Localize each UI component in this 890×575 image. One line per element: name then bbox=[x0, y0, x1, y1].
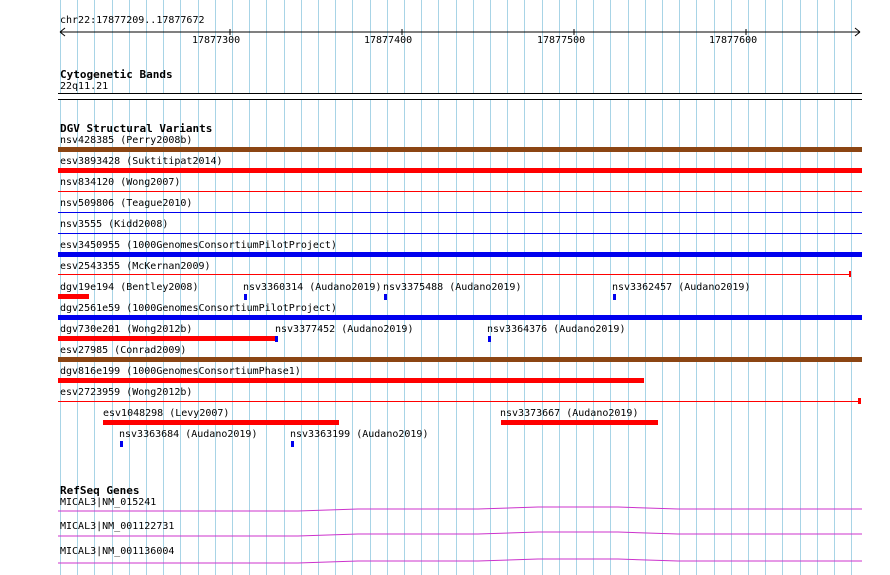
variant-bar[interactable] bbox=[103, 420, 339, 425]
variant-line[interactable] bbox=[58, 212, 862, 213]
variant-label[interactable]: dgv2561e59 (1000GenomesConsortiumPilotProject) bbox=[60, 303, 337, 314]
variant-mark[interactable] bbox=[384, 294, 387, 300]
variant-label[interactable]: esv2723959 (Wong2012b) bbox=[60, 387, 193, 398]
variant-label[interactable]: esv27985 (Conrad2009) bbox=[60, 345, 187, 356]
variant-bar[interactable] bbox=[58, 252, 862, 257]
gene-model[interactable] bbox=[58, 530, 862, 538]
tick-label: 17877500 bbox=[537, 35, 586, 46]
variant-mark[interactable] bbox=[120, 441, 123, 447]
variant-mark[interactable] bbox=[291, 441, 294, 447]
variant-label[interactable]: nsv509806 (Teague2010) bbox=[60, 198, 193, 209]
refseq-track-title: RefSeq Genes bbox=[60, 484, 140, 497]
variant-label[interactable]: esv3450955 (1000GenomesConsortiumPilotProject) bbox=[60, 240, 337, 251]
variant-bar[interactable] bbox=[58, 378, 644, 383]
variant-label[interactable]: dgv816e199 (1000GenomesConsortiumPhase1) bbox=[60, 366, 301, 377]
variant-label[interactable]: nsv3373667 (Audano2019) bbox=[500, 408, 639, 419]
cytoband-label: 22q11.21 bbox=[60, 81, 109, 92]
variant-line[interactable] bbox=[58, 233, 862, 234]
variant-label[interactable]: esv3893428 (Suktitipat2014) bbox=[60, 156, 223, 167]
variant-mark[interactable] bbox=[613, 294, 616, 300]
variant-label[interactable]: nsv3377452 (Audano2019) bbox=[275, 324, 414, 335]
variant-bar[interactable] bbox=[501, 420, 658, 425]
tick-label: 17877600 bbox=[709, 35, 758, 46]
tick-label: 17877400 bbox=[364, 35, 413, 46]
cytoband-track-title: Cytogenetic Bands bbox=[60, 68, 173, 81]
variant-bar[interactable] bbox=[58, 336, 275, 341]
variant-end-mark bbox=[849, 271, 851, 277]
variant-label[interactable]: dgv19e194 (Bentley2008) bbox=[60, 282, 199, 293]
dgv-track-title: DGV Structural Variants bbox=[60, 122, 213, 135]
tick-label: 17877300 bbox=[192, 35, 241, 46]
variant-label[interactable]: nsv3375488 (Audano2019) bbox=[383, 282, 522, 293]
variant-label[interactable]: nsv834120 (Wong2007) bbox=[60, 177, 181, 188]
gene-label[interactable]: MICAL3|NM_001136004 bbox=[60, 546, 175, 557]
variant-mark[interactable] bbox=[244, 294, 247, 300]
variant-line[interactable] bbox=[58, 401, 860, 402]
variant-label[interactable]: esv2543355 (McKernan2009) bbox=[60, 261, 211, 272]
variant-bar[interactable] bbox=[58, 357, 862, 362]
variant-label[interactable]: nsv3364376 (Audano2019) bbox=[487, 324, 626, 335]
variant-label[interactable]: dgv730e201 (Wong2012b) bbox=[60, 324, 193, 335]
variant-label[interactable]: nsv3363684 (Audano2019) bbox=[119, 429, 258, 440]
variant-label[interactable]: esv1048298 (Levy2007) bbox=[103, 408, 230, 419]
variant-label[interactable]: nsv428385 (Perry2008b) bbox=[60, 135, 193, 146]
variant-bar[interactable] bbox=[58, 147, 862, 152]
variant-bar[interactable] bbox=[58, 294, 89, 299]
variant-bar[interactable] bbox=[58, 168, 862, 173]
variant-end-mark bbox=[858, 398, 861, 404]
gene-label[interactable]: MICAL3|NM_001122731 bbox=[60, 521, 175, 532]
variant-label[interactable]: nsv3555 (Kidd2008) bbox=[60, 219, 169, 230]
variant-mark[interactable] bbox=[488, 336, 491, 342]
variant-mark[interactable] bbox=[275, 336, 278, 342]
variant-label[interactable]: nsv3362457 (Audano2019) bbox=[612, 282, 751, 293]
region-label: chr22:17877209..17877672 bbox=[60, 15, 205, 26]
gene-model[interactable] bbox=[58, 556, 862, 564]
gene-label[interactable]: MICAL3|NM_015241 bbox=[60, 497, 157, 508]
variant-line[interactable] bbox=[58, 191, 862, 192]
gene-model[interactable] bbox=[58, 506, 862, 514]
variant-label[interactable]: nsv3363199 (Audano2019) bbox=[290, 429, 429, 440]
cytoband-bar[interactable] bbox=[58, 93, 862, 100]
variant-line[interactable] bbox=[58, 274, 851, 275]
variant-bar[interactable] bbox=[58, 315, 862, 320]
variant-label[interactable]: nsv3360314 (Audano2019) bbox=[243, 282, 382, 293]
